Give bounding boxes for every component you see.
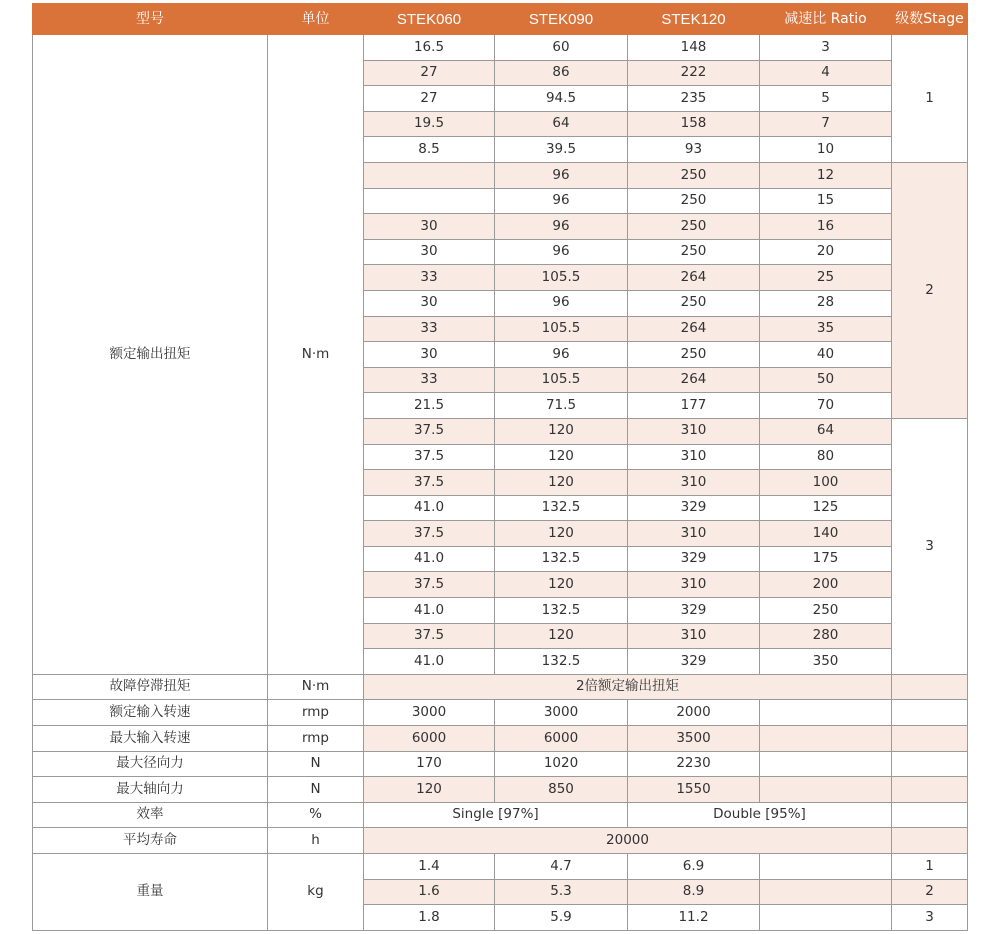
stall-row	[33, 674, 968, 700]
torque-stek060: 33	[364, 265, 495, 291]
torque-ratio: 50	[760, 367, 892, 393]
torque-stek060: 8.5	[364, 137, 495, 163]
input-speed-ratio	[760, 700, 892, 726]
torque-stek120: 310	[628, 418, 760, 444]
torque-stek120: 310	[628, 521, 760, 547]
weight-row	[33, 854, 968, 880]
torque-stek060: 33	[364, 367, 495, 393]
torque-stek090: 86	[495, 60, 628, 86]
torque-stek060: 41.0	[364, 598, 495, 624]
torque-ratio: 5	[760, 86, 892, 112]
torque-ratio: 200	[760, 572, 892, 598]
torque-stek090: 120	[495, 623, 628, 649]
weight-ratio	[760, 854, 892, 880]
torque-stek120: 148	[628, 35, 760, 61]
torque-ratio: 140	[760, 521, 892, 547]
torque-stek120: 250	[628, 214, 760, 240]
torque-stek090: 96	[495, 162, 628, 188]
torque-stek090: 120	[495, 418, 628, 444]
torque-stek120: 222	[628, 60, 760, 86]
life-value: 20000	[364, 828, 892, 854]
axial-force-unit: N	[268, 777, 364, 803]
torque-stek060	[364, 188, 495, 214]
weight-stek090: 5.9	[495, 905, 628, 931]
torque-stek090: 96	[495, 188, 628, 214]
torque-stek060: 30	[364, 290, 495, 316]
torque-stek120: 329	[628, 546, 760, 572]
input-speed-stek090: 3000	[495, 700, 628, 726]
weight-stage: 1	[892, 854, 968, 880]
life-label: 平均寿命	[33, 828, 268, 854]
torque-stek090: 64	[495, 111, 628, 137]
weight-stek060: 1.8	[364, 905, 495, 931]
torque-stek060: 16.5	[364, 35, 495, 61]
max-input-speed-ratio	[760, 726, 892, 752]
radial-force-label: 最大径向力	[33, 751, 268, 777]
efficiency-unit: %	[268, 802, 364, 828]
axial-force-stek090: 850	[495, 777, 628, 803]
torque-stek120: 329	[628, 649, 760, 675]
torque-stek120: 177	[628, 393, 760, 419]
radial-force-stage	[892, 751, 968, 777]
torque-stek120: 250	[628, 188, 760, 214]
weight-stage: 3	[892, 905, 968, 931]
torque-ratio: 250	[760, 598, 892, 624]
efficiency-stage	[892, 802, 968, 828]
weight-stage: 2	[892, 879, 968, 905]
torque-stek060: 41.0	[364, 649, 495, 675]
weight-stek120: 6.9	[628, 854, 760, 880]
max-input-speed-unit: rmp	[268, 726, 364, 752]
torque-stek060: 21.5	[364, 393, 495, 419]
torque-ratio: 10	[760, 137, 892, 163]
torque-stek060: 37.5	[364, 444, 495, 470]
stage-2: 2	[892, 162, 968, 418]
torque-stek060: 37.5	[364, 470, 495, 496]
torque-stek060: 30	[364, 342, 495, 368]
torque-stek090: 120	[495, 444, 628, 470]
axial-force-stage	[892, 777, 968, 803]
axial-force-label: 最大轴向力	[33, 777, 268, 803]
torque-ratio: 15	[760, 188, 892, 214]
weight-stek120: 11.2	[628, 905, 760, 931]
spec-table	[32, 3, 968, 931]
torque-ratio: 100	[760, 470, 892, 496]
stall-label: 故障停滞扭矩	[33, 674, 268, 700]
torque-stek090: 132.5	[495, 546, 628, 572]
max-input-speed-stek090: 6000	[495, 726, 628, 752]
torque-stek060: 37.5	[364, 418, 495, 444]
input-speed-unit: rmp	[268, 700, 364, 726]
torque-stek120: 235	[628, 86, 760, 112]
torque-stek120: 158	[628, 111, 760, 137]
torque-stek090: 132.5	[495, 495, 628, 521]
torque-stek090: 94.5	[495, 86, 628, 112]
torque-row	[33, 35, 968, 61]
max-input-speed-row	[33, 726, 968, 752]
torque-ratio: 80	[760, 444, 892, 470]
torque-stek090: 105.5	[495, 265, 628, 291]
torque-unit: N·m	[268, 35, 364, 675]
stage-1: 1	[892, 35, 968, 163]
torque-stek090: 96	[495, 290, 628, 316]
weight-ratio	[760, 905, 892, 931]
torque-stek120: 329	[628, 495, 760, 521]
radial-force-stek060: 170	[364, 751, 495, 777]
torque-label: 额定输出扭矩	[33, 35, 268, 675]
torque-stek120: 310	[628, 572, 760, 598]
spec-table-body	[33, 35, 968, 931]
torque-stek120: 264	[628, 265, 760, 291]
torque-stek090: 132.5	[495, 598, 628, 624]
weight-unit: kg	[268, 854, 364, 931]
stall-stage	[892, 674, 968, 700]
header-stek060: STEK060	[364, 4, 495, 35]
torque-stek120: 264	[628, 316, 760, 342]
torque-stek120: 310	[628, 623, 760, 649]
torque-ratio: 280	[760, 623, 892, 649]
stall-value: 2倍额定输出扭矩	[364, 674, 892, 700]
header-ratio: 减速比 Ratio	[760, 4, 892, 35]
torque-ratio: 35	[760, 316, 892, 342]
axial-force-stek060: 120	[364, 777, 495, 803]
efficiency-single: Single [97%]	[364, 802, 628, 828]
torque-ratio: 175	[760, 546, 892, 572]
axial-force-stek120: 1550	[628, 777, 760, 803]
torque-stek090: 120	[495, 470, 628, 496]
torque-stek060: 30	[364, 214, 495, 240]
weight-stek090: 5.3	[495, 879, 628, 905]
torque-stek090: 120	[495, 521, 628, 547]
torque-stek090: 120	[495, 572, 628, 598]
stage-3: 3	[892, 418, 968, 674]
torque-stek090: 96	[495, 239, 628, 265]
header-unit: 单位	[268, 4, 364, 35]
input-speed-stek120: 2000	[628, 700, 760, 726]
header-row	[33, 4, 968, 35]
torque-stek090: 60	[495, 35, 628, 61]
torque-stek090: 96	[495, 342, 628, 368]
weight-ratio	[760, 879, 892, 905]
axial-force-row	[33, 777, 968, 803]
torque-stek060: 41.0	[364, 546, 495, 572]
life-row	[33, 828, 968, 854]
torque-stek120: 250	[628, 162, 760, 188]
torque-ratio: 20	[760, 239, 892, 265]
torque-stek060: 37.5	[364, 521, 495, 547]
radial-force-unit: N	[268, 751, 364, 777]
torque-ratio: 12	[760, 162, 892, 188]
torque-stek060: 30	[364, 239, 495, 265]
torque-stek060: 27	[364, 86, 495, 112]
weight-label: 重量	[33, 854, 268, 931]
input-speed-stek060: 3000	[364, 700, 495, 726]
torque-stek090: 105.5	[495, 367, 628, 393]
radial-force-stek090: 1020	[495, 751, 628, 777]
torque-stek060	[364, 162, 495, 188]
header-stek090: STEK090	[495, 4, 628, 35]
torque-ratio: 28	[760, 290, 892, 316]
life-stage	[892, 828, 968, 854]
weight-stek120: 8.9	[628, 879, 760, 905]
torque-ratio: 16	[760, 214, 892, 240]
torque-stek060: 27	[364, 60, 495, 86]
header-model-label: 型号	[33, 4, 268, 35]
torque-stek060: 37.5	[364, 623, 495, 649]
torque-stek060: 41.0	[364, 495, 495, 521]
torque-stek120: 329	[628, 598, 760, 624]
radial-force-row	[33, 751, 968, 777]
torque-stek120: 250	[628, 239, 760, 265]
torque-stek120: 310	[628, 470, 760, 496]
torque-stek060: 19.5	[364, 111, 495, 137]
torque-stek120: 310	[628, 444, 760, 470]
input-speed-stage	[892, 700, 968, 726]
axial-force-ratio	[760, 777, 892, 803]
weight-stek090: 4.7	[495, 854, 628, 880]
life-unit: h	[268, 828, 364, 854]
efficiency-row	[33, 802, 968, 828]
torque-stek090: 71.5	[495, 393, 628, 419]
torque-ratio: 40	[760, 342, 892, 368]
header-stek120: STEK120	[628, 4, 760, 35]
torque-ratio: 64	[760, 418, 892, 444]
torque-ratio: 4	[760, 60, 892, 86]
torque-stek120: 250	[628, 290, 760, 316]
torque-stek120: 264	[628, 367, 760, 393]
torque-stek090: 96	[495, 214, 628, 240]
input-speed-row	[33, 700, 968, 726]
torque-ratio: 25	[760, 265, 892, 291]
efficiency-double: Double [95%]	[628, 802, 892, 828]
torque-stek090: 132.5	[495, 649, 628, 675]
input-speed-label: 额定输入转速	[33, 700, 268, 726]
torque-stek120: 250	[628, 342, 760, 368]
torque-ratio: 3	[760, 35, 892, 61]
max-input-speed-stek060: 6000	[364, 726, 495, 752]
efficiency-label: 效率	[33, 802, 268, 828]
weight-stek060: 1.6	[364, 879, 495, 905]
torque-stek090: 39.5	[495, 137, 628, 163]
max-input-speed-stek120: 3500	[628, 726, 760, 752]
torque-stek060: 37.5	[364, 572, 495, 598]
torque-ratio: 7	[760, 111, 892, 137]
torque-stek090: 105.5	[495, 316, 628, 342]
torque-ratio: 125	[760, 495, 892, 521]
torque-stek120: 93	[628, 137, 760, 163]
torque-stek060: 33	[364, 316, 495, 342]
header-stage: 级数Stage	[892, 4, 968, 35]
weight-stek060: 1.4	[364, 854, 495, 880]
max-input-speed-label: 最大输入转速	[33, 726, 268, 752]
max-input-speed-stage	[892, 726, 968, 752]
radial-force-ratio	[760, 751, 892, 777]
radial-force-stek120: 2230	[628, 751, 760, 777]
stall-unit: N·m	[268, 674, 364, 700]
torque-ratio: 70	[760, 393, 892, 419]
torque-ratio: 350	[760, 649, 892, 675]
